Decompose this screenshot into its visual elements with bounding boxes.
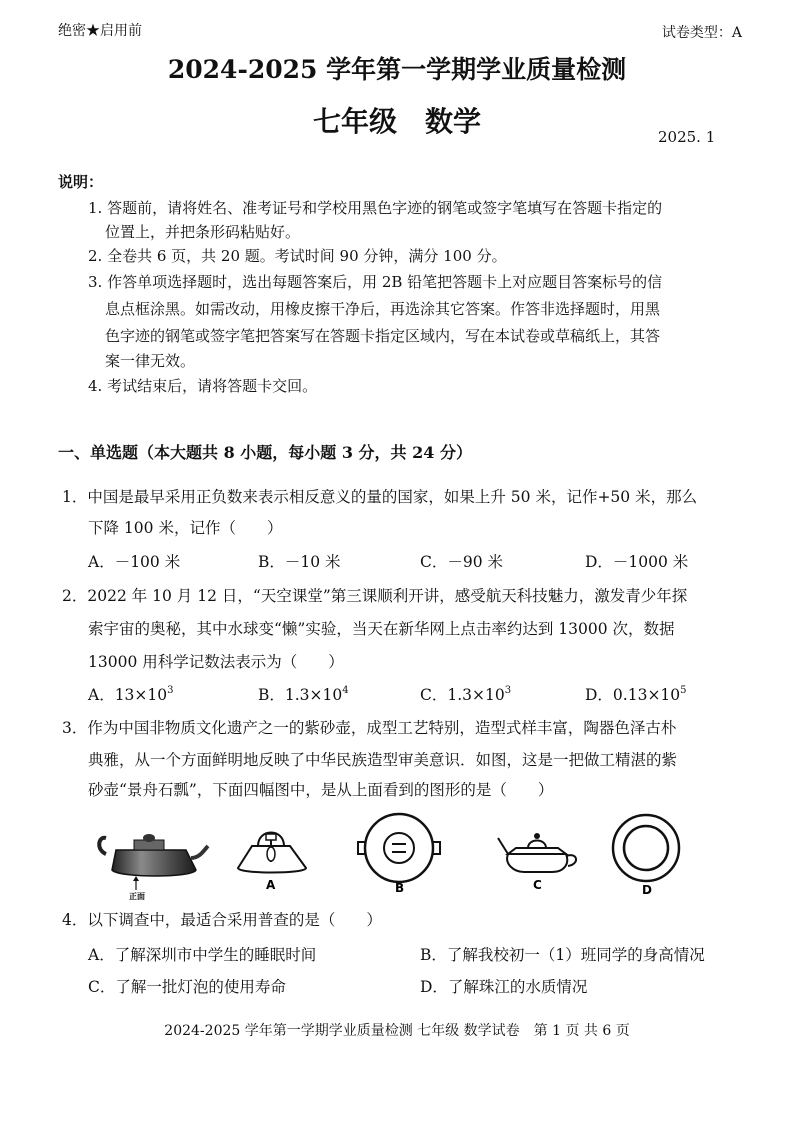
option-a-figure bbox=[232, 818, 312, 892]
note-line: 1. 答题前，请将姓名、准考证号和学校用黑色字迹的钢笔或签字笔填写在答题卡指定的 bbox=[88, 199, 663, 217]
option-c-figure bbox=[494, 818, 584, 892]
q4-option-a: A．了解深圳市中学生的睡眠时间 bbox=[88, 946, 317, 964]
note-line: 色字迹的钢笔或签字笔把答案写在答题卡指定区域内，写在本试卷或草稿纸上，其答 bbox=[105, 327, 661, 345]
q2-option-a: A．$13\times 10^3$ bbox=[88, 685, 174, 704]
teapot-front-figure bbox=[96, 820, 212, 900]
q2-option-d: D．$0.13\times 10^5$ bbox=[585, 685, 687, 704]
notes-label: 说明： bbox=[58, 173, 104, 191]
question-3-line: 典雅，从一个方面鲜明地反映了中华民族造型审美意识．如图，这是一把做工精湛的紫 bbox=[88, 751, 678, 769]
confidential-label: 绝密★启用前 bbox=[58, 23, 142, 39]
note-line: 2. 全卷共 6 页，共 20 题。考试时间 90 分钟，满分 100 分。 bbox=[88, 247, 507, 265]
question-3-line: 3．作为中国非物质文化遗产之一的紫砂壶，成型工艺特别，造型式样丰富，陶器色泽古朴 bbox=[62, 719, 677, 737]
figure-label-c: C bbox=[533, 878, 542, 892]
q4-option-b: B．了解我校初一（1）班同学的身高情况 bbox=[420, 946, 705, 964]
question-1-line: 1．中国是最早采用正负数来表示相反意义的量的国家，如果上升 50 米，记作+50 米，那么 bbox=[62, 488, 698, 506]
figure-label-b: B bbox=[395, 881, 405, 895]
option-b-figure bbox=[356, 808, 446, 894]
note-line: 案一律无效。 bbox=[105, 352, 196, 370]
section-title: 一、单选题（本大题共 8 小题，每小题 3 分，共 24 分） bbox=[58, 443, 472, 462]
q2-option-b: B．$1.3\times 10^4$ bbox=[258, 685, 349, 704]
page-footer: 2024-2025 学年第一学期学业质量检测 七年级 数学试卷 第 1 页 共 6 页 bbox=[164, 1023, 630, 1039]
paper-type-label: 试卷类型：A bbox=[661, 25, 742, 41]
exam-title: 2024-2025 学年第一学期学业质量检测 bbox=[167, 55, 627, 84]
exam-date: 2025. 1 bbox=[658, 128, 716, 146]
figure-label-d: D bbox=[642, 883, 652, 897]
question-2-line: 2．2022 年 10 月 12 日，“天空课堂”第三课顺利开讲，感受航天科技魅力，激发青少年探 bbox=[62, 587, 688, 605]
q1-option-c: C．－90 米 bbox=[420, 553, 504, 571]
question-3-line: 砂壶“景舟石瓢”，下面四幅图中，是从上面看到的图形的是（ ） bbox=[88, 781, 554, 799]
q1-option-b: B．－10 米 bbox=[258, 553, 341, 571]
q4-option-d: D．了解珠江的水质情况 bbox=[420, 978, 588, 996]
question-1-line: 下降 100 米，记作（ ） bbox=[88, 519, 283, 537]
q1-option-d: D．－1000 米 bbox=[585, 553, 689, 571]
question-2-line: 索宇宙的奥秘，其中水球变“懒”实验，当天在新华网上点击率约达到 13000 次，数据 bbox=[88, 620, 675, 638]
q4-option-c: C．了解一批灯泡的使用寿命 bbox=[88, 978, 286, 996]
figure-label-a: A bbox=[266, 878, 276, 892]
exam-subtitle: 七年级 数学 bbox=[312, 105, 481, 138]
note-line: 3. 作答单项选择题时，选出每题答案后，用 2B 铅笔把答题卡上对应题目答案标号的信 bbox=[88, 273, 663, 291]
note-line: 位置上，并把条形码粘贴好。 bbox=[105, 223, 301, 241]
option-d-figure bbox=[604, 808, 690, 896]
q1-option-a: A．－100 米 bbox=[88, 553, 181, 571]
question-4-line: 4．以下调查中，最适合采用普查的是（ ） bbox=[62, 911, 382, 929]
question-2-line: 13000 用科学记数法表示为（ ） bbox=[88, 653, 344, 671]
note-line: 4. 考试结束后，请将答题卡交回。 bbox=[88, 377, 318, 395]
front-view-label: 正面 bbox=[129, 892, 145, 901]
q2-option-c: C．$1.3\times 10^3$ bbox=[420, 685, 512, 704]
note-line: 息点框涂黑。如需改动，用橡皮擦干净后，再选涂其它答案。作答非选择题时，用黑 bbox=[105, 300, 661, 318]
